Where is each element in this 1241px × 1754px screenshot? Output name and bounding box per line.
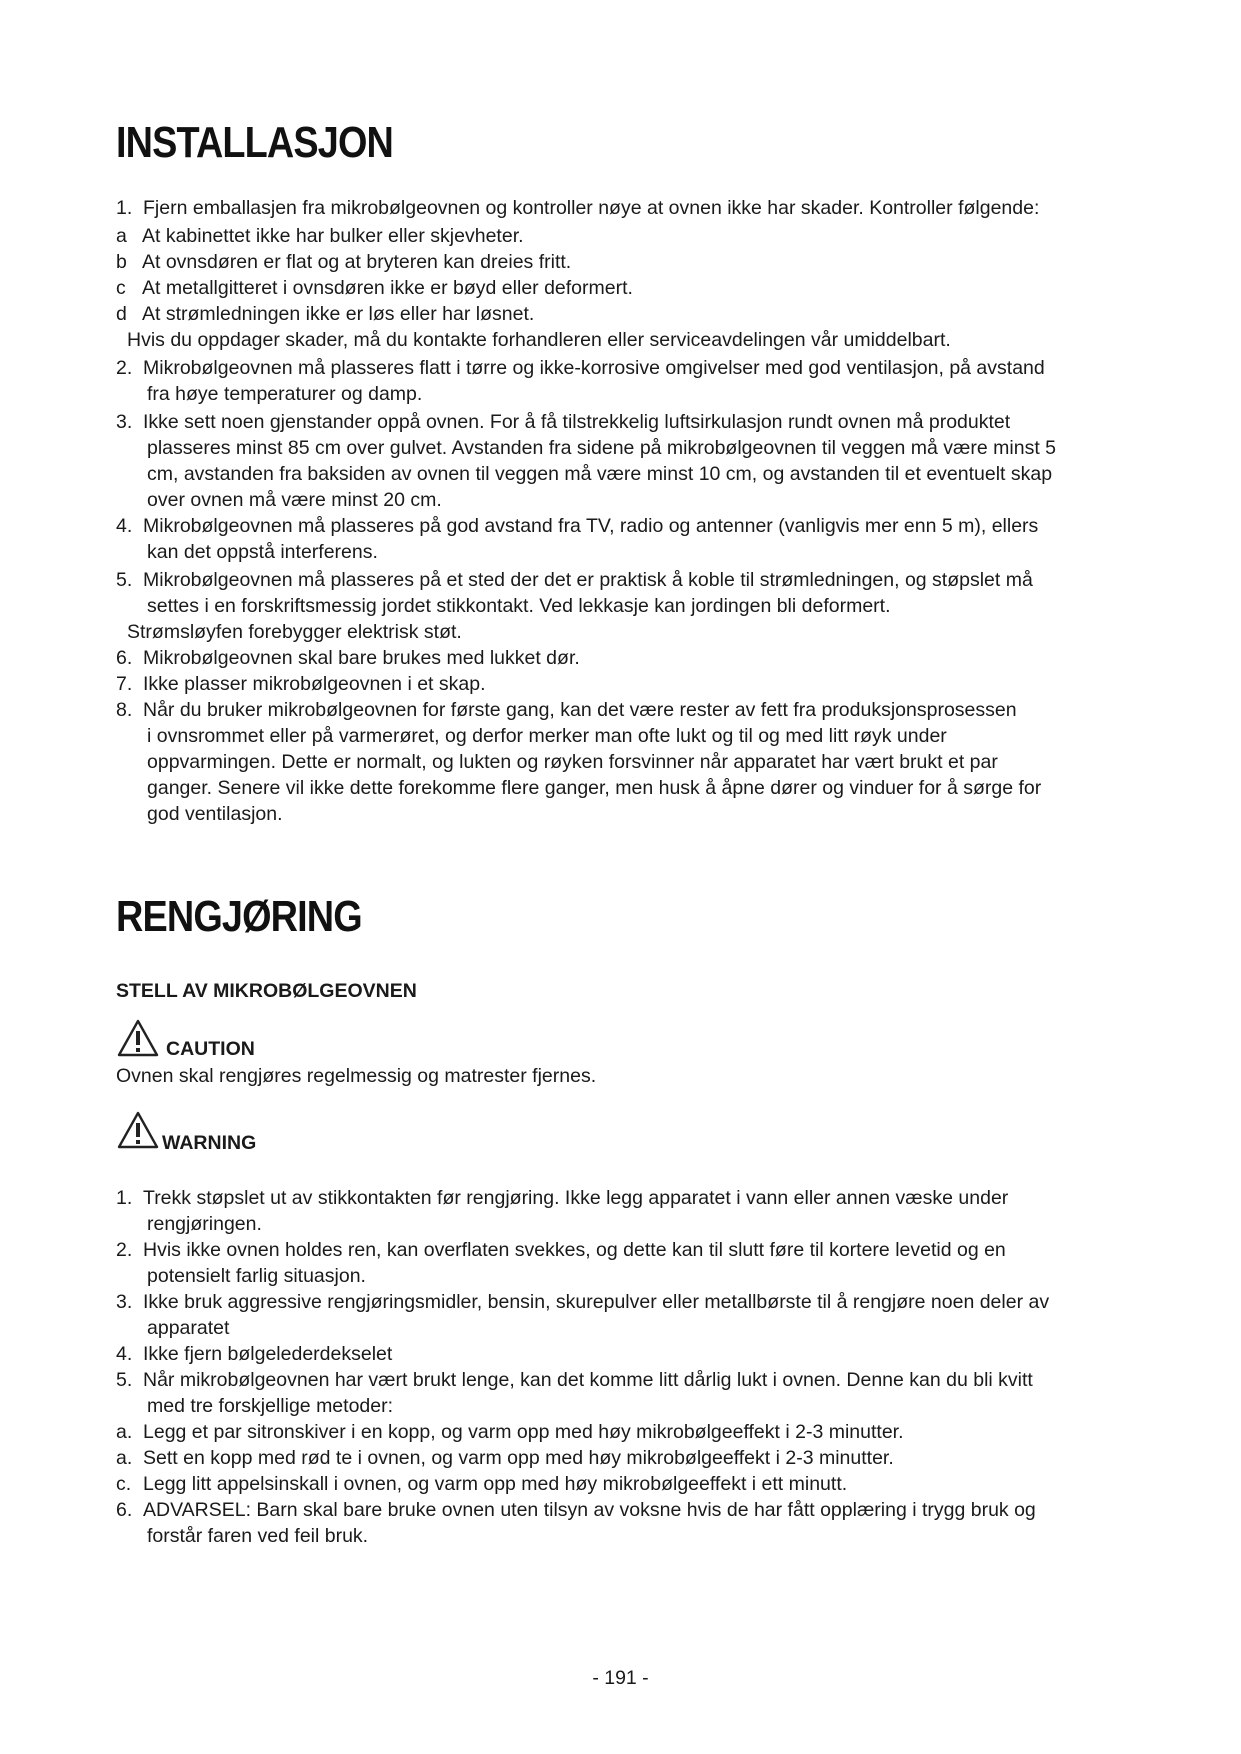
list-text: ADVARSEL: Barn skal bare bruke ovnen uten tilsyn av voksne hvis de har fått opplæring i trygg bruk og	[143, 1499, 1036, 1521]
list-text: rengjøringen.	[147, 1213, 262, 1235]
list-marker: 3.	[116, 411, 133, 433]
list-text: Trekk støpslet ut av stikkontakten før rengjøring. Ikke legg apparatet i vann eller annen væske under	[143, 1187, 1009, 1209]
rengjoring-heading: RENGJØRING	[116, 892, 362, 941]
list-text: Når du bruker mikrobølgeovnen for første gang, kan det være rester av fett fra produksjonsprosessen	[143, 699, 1017, 721]
list-text: over ovnen må være minst 20 cm.	[147, 489, 442, 511]
list-marker: d	[116, 303, 127, 325]
list-marker: a.	[116, 1421, 133, 1443]
list-marker: c	[116, 277, 126, 299]
list-marker: 4.	[116, 515, 133, 537]
list-text: Fjern emballasjen fra mikrobølgeovnen og kontroller nøye at ovnen ikke har skader. Kontroller følgende:	[143, 197, 1040, 219]
caution-text: Ovnen skal rengjøres regelmessig og matrester fjernes.	[116, 1065, 597, 1087]
list-text: At kabinettet ikke har bulker eller skjevheter.	[142, 225, 524, 247]
installasjon-heading: INSTALLASJON	[116, 118, 394, 167]
list-marker: a	[116, 225, 127, 247]
list-text: cm, avstanden fra baksiden av ovnen til veggen må være minst 10 cm, og avstanden til et eventuelt skap	[147, 463, 1053, 485]
list-marker: 1.	[116, 1187, 133, 1209]
list-text: At ovnsdøren er flat og at bryteren kan dreies fritt.	[142, 251, 572, 273]
list-text: At strømledningen ikke er løs eller har løsnet.	[142, 303, 535, 325]
list-text: Strømsløyfen forebygger elektrisk støt.	[127, 621, 462, 643]
list-text: Mikrobølgeovnen må plasseres flatt i tørre og ikke-korrosive omgivelser med god ventilasjon, på avstand	[143, 357, 1045, 379]
list-text: Hvis ikke ovnen holdes ren, kan overflaten svekkes, og dette kan til slutt føre til kortere levetid og en	[143, 1239, 1006, 1261]
list-text: Ikke fjern bølgelederdekselet	[143, 1343, 393, 1365]
list-text: forstår faren ved feil bruk.	[147, 1525, 369, 1547]
list-text: apparatet	[147, 1317, 230, 1339]
list-text: Mikrobølgeovnen må plasseres på et sted der det er praktisk å koble til strømledningen, og støpslet må	[143, 569, 1033, 591]
list-marker: 6.	[116, 647, 133, 669]
list-text: i ovnsrommet eller på varmerøret, og derfor merker man ofte lukt og til og med litt røyk under	[147, 725, 947, 747]
list-text: At metallgitteret i ovnsdøren ikke er bøyd eller deformert.	[142, 277, 633, 299]
list-marker: 7.	[116, 673, 133, 695]
list-text: ganger. Senere vil ikke dette forekomme flere ganger, men husk å åpne dører og vinduer for å sørge for	[147, 777, 1042, 799]
list-marker: 1.	[116, 197, 133, 219]
list-marker: b	[116, 251, 127, 273]
list-text: settes i en forskriftsmessig jordet stikkontakt. Ved lekkasje kan jordingen bli deformert.	[147, 595, 891, 617]
list-marker: 3.	[116, 1291, 133, 1313]
list-marker: 2.	[116, 357, 133, 379]
list-marker: 6.	[116, 1499, 133, 1521]
page-number: - 191 -	[592, 1667, 649, 1689]
list-marker: a.	[116, 1447, 133, 1469]
list-text: god ventilasjon.	[147, 803, 283, 825]
stell-subheading: STELL AV MIKROBØLGEOVNEN	[116, 980, 417, 1002]
list-text: med tre forskjellige metoder:	[147, 1395, 394, 1417]
list-text: Legg et par sitronskiver i en kopp, og varm opp med høy mikrobølgeeffekt i 2-3 minutter.	[143, 1421, 904, 1443]
list-marker: 5.	[116, 1369, 133, 1391]
list-text: Ikke sett noen gjenstander oppå ovnen. For å få tilstrekkelig luftsirkulasjon rundt ovnen må produktet	[143, 411, 1011, 433]
list-text: Hvis du oppdager skader, må du kontakte forhandleren eller serviceavdelingen vår umiddelbart.	[127, 329, 951, 351]
list-marker: 4.	[116, 1343, 133, 1365]
caution-label: CAUTION	[166, 1038, 255, 1060]
list-text: plasseres minst 85 cm over gulvet. Avstanden fra sidene på mikrobølgeovnen til veggen må være minst 5	[147, 437, 1057, 459]
list-text: Ikke bruk aggressive rengjøringsmidler, bensin, skurepulver eller metallbørste til å rengjøre noen deler av	[143, 1291, 1050, 1313]
list-marker: 2.	[116, 1239, 133, 1261]
warning-label: WARNING	[162, 1132, 257, 1154]
list-text: Mikrobølgeovnen må plasseres på god avstand fra TV, radio og antenner (vanligvis mer enn 5 m), ellers	[143, 515, 1039, 537]
warning-triangle-icon	[116, 1110, 160, 1150]
list-marker: 8.	[116, 699, 133, 721]
list-marker: 5.	[116, 569, 133, 591]
list-text: Når mikrobølgeovnen har vært brukt lenge, kan det komme litt dårlig lukt i ovnen. Denne kan du bli kvitt	[143, 1369, 1033, 1391]
list-text: fra høye temperaturer og damp.	[147, 383, 423, 405]
list-text: Legg litt appelsinskall i ovnen, og varm opp med høy mikrobølgeeffekt i ett minutt.	[143, 1473, 848, 1495]
list-text: Mikrobølgeovnen skal bare brukes med lukket dør.	[143, 647, 580, 669]
list-text: oppvarmingen. Dette er normalt, og lukten og røyken forsvinner når apparatet har vært brukt et par	[147, 751, 998, 773]
list-text: Ikke plasser mikrobølgeovnen i et skap.	[143, 673, 486, 695]
list-text: potensielt farlig situasjon.	[147, 1265, 366, 1287]
list-text: Sett en kopp med rød te i ovnen, og varm opp med høy mikrobølgeeffekt i 2-3 minutter.	[143, 1447, 894, 1469]
list-marker: c.	[116, 1473, 132, 1495]
warning-triangle-icon	[116, 1018, 160, 1058]
list-text: kan det oppstå interferens.	[147, 541, 378, 563]
